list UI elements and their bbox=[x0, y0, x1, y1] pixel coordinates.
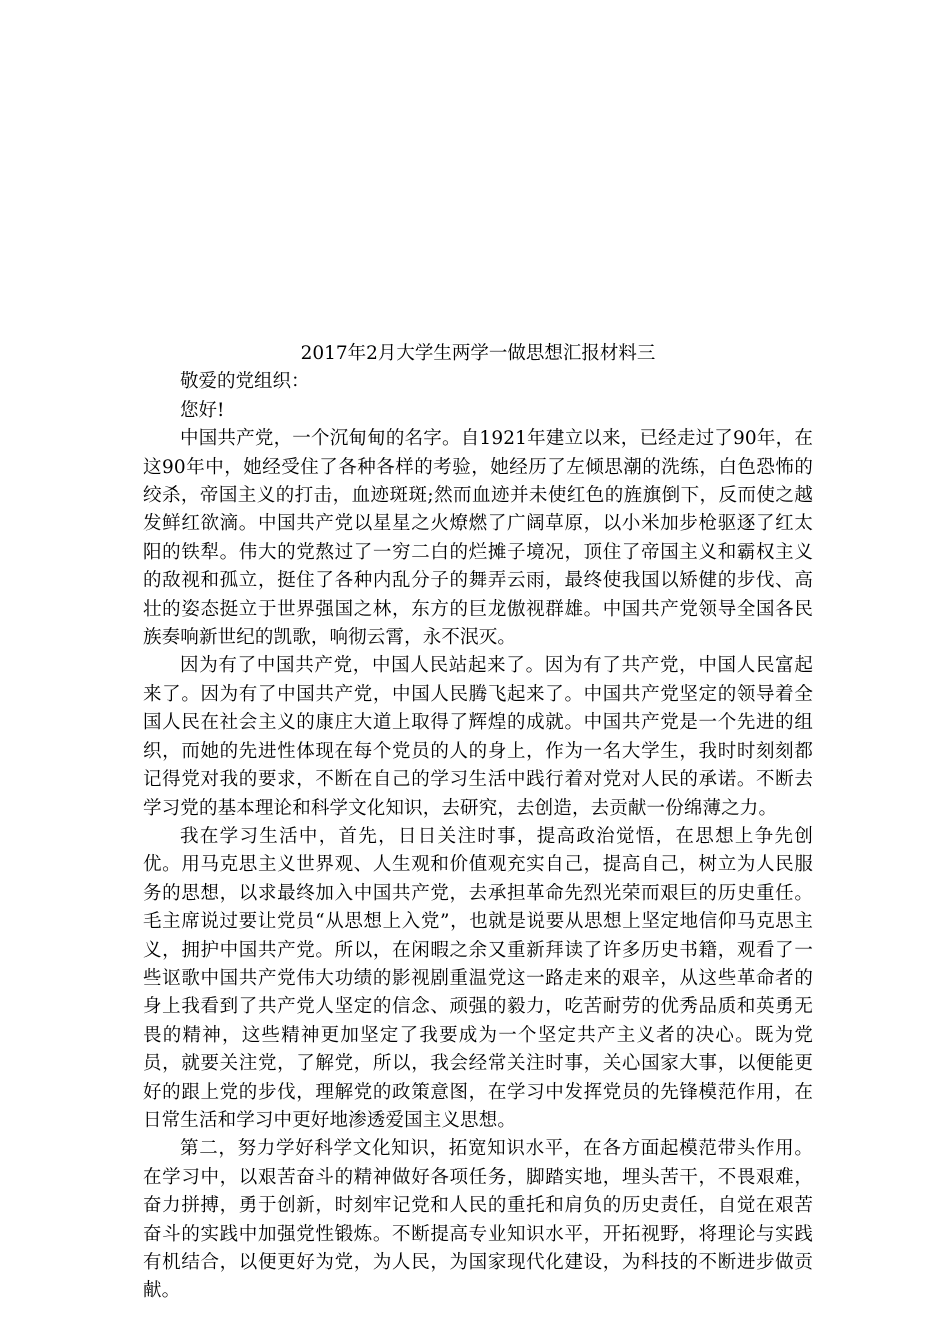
document-body bbox=[143, 340, 813, 1306]
paragraph: 第二，努力学好科学文化知识，拓宽知识水平，在各方面起模范带头作用。在学习中，以艰苦奋斗的精神做好各项任务，脚踏实地，埋头苦干，不畏艰难，奋力拼搏，勇于创新，时刻牢记党和人民的重托和肩负的历史责任，自觉在艰苦奋斗的实践中加强党性锻炼。不断提高专业知识水平，开拓视野，将理论与实践有机结合，以便更好为党，为人民，为国家现代化建设，为科技的不断进步做贡献。 bbox=[143, 1138, 813, 1302]
salutation: 敬爱的党组织： bbox=[180, 371, 310, 393]
greeting: 您好! bbox=[180, 399, 225, 421]
paragraph: 中国共产党，一个沉甸甸的名字。自1921年建立以来，已经走过了90年，在这90年中，她经受住了各种各样的考验，她经历了左倾思潮的洗练，白色恐怖的绞杀，帝国主义的打击，血迹斑斑;然而血迹并未使红色的旌旗倒下，反而使之越发鲜红欲滴。中国共产党以星星之火燎燃了广阔草原，以小米加步枪驱逐了红太阳的铁犁。伟大的党熬过了一穷二白的烂摊子境况，顶住了帝国主义和霸权主义的敌视和孤立，挺住了各种内乱分子的舞弄云雨，最终使我国以矫健的步伐、高壮的姿态挺立于世界强国之林，东方的巨龙傲视群雄。中国共产党领导全国各民族奏响新世纪的凯歌，响彻云霄，永不泯灭。 bbox=[143, 428, 813, 649]
paragraph: 我在学习生活中，首先，日日关注时事，提高政治觉悟，在思想上争先创优。用马克思主义世界观、人生观和价值观充实自己，提高自己，树立为人民服务的思想，以求最终加入中国共产党，去承担革命先烈光荣而艰巨的历史重任。毛主席说过要让党员“从思想上入党”，也就是说要从思想上坚定地信仰马克思主义，拥护中国共产党。所以，在闲暇之余又重新拜读了许多历史书籍，观看了一些讴歌中国共产党伟大功绩的影视剧重温党这一路走来的艰辛，从这些革命者的身上我看到了共产党人坚定的信念、顽强的毅力，吃苦耐劳的优秀品质和英勇无畏的精神，这些精神更加坚定了我要成为一个坚定共产主义者的决心。既为党员，就要关注党，了解党，所以，我会经常关注时事，关心国家大事，以便能更好的跟上党的步伐，理解党的政策意图，在学习中发挥党员的先锋模范作用，在日常生活和学习中更好地渗透爱国主义思想。 bbox=[143, 825, 813, 1131]
document-title: 2017年2月大学生两学一做思想汇报材料三 bbox=[300, 343, 656, 364]
paragraph: 因为有了中国共产党，中国人民站起来了。因为有了共产党，中国人民富起来了。因为有了中国共产党，中国人民腾飞起来了。中国共产党坚定的领导着全国人民在社会主义的康庄大道上取得了辉煌的成就。中国共产党是一个先进的组织，而她的先进性体现在每个党员的人的身上，作为一名大学生，我时时刻刻都记得党对我的要求，不断在自己的学习生活中践行着对党对人民的承诺。不断去学习党的基本理论和科学文化知识，去研究，去创造，去贡献一份绵薄之力。 bbox=[143, 655, 813, 819]
